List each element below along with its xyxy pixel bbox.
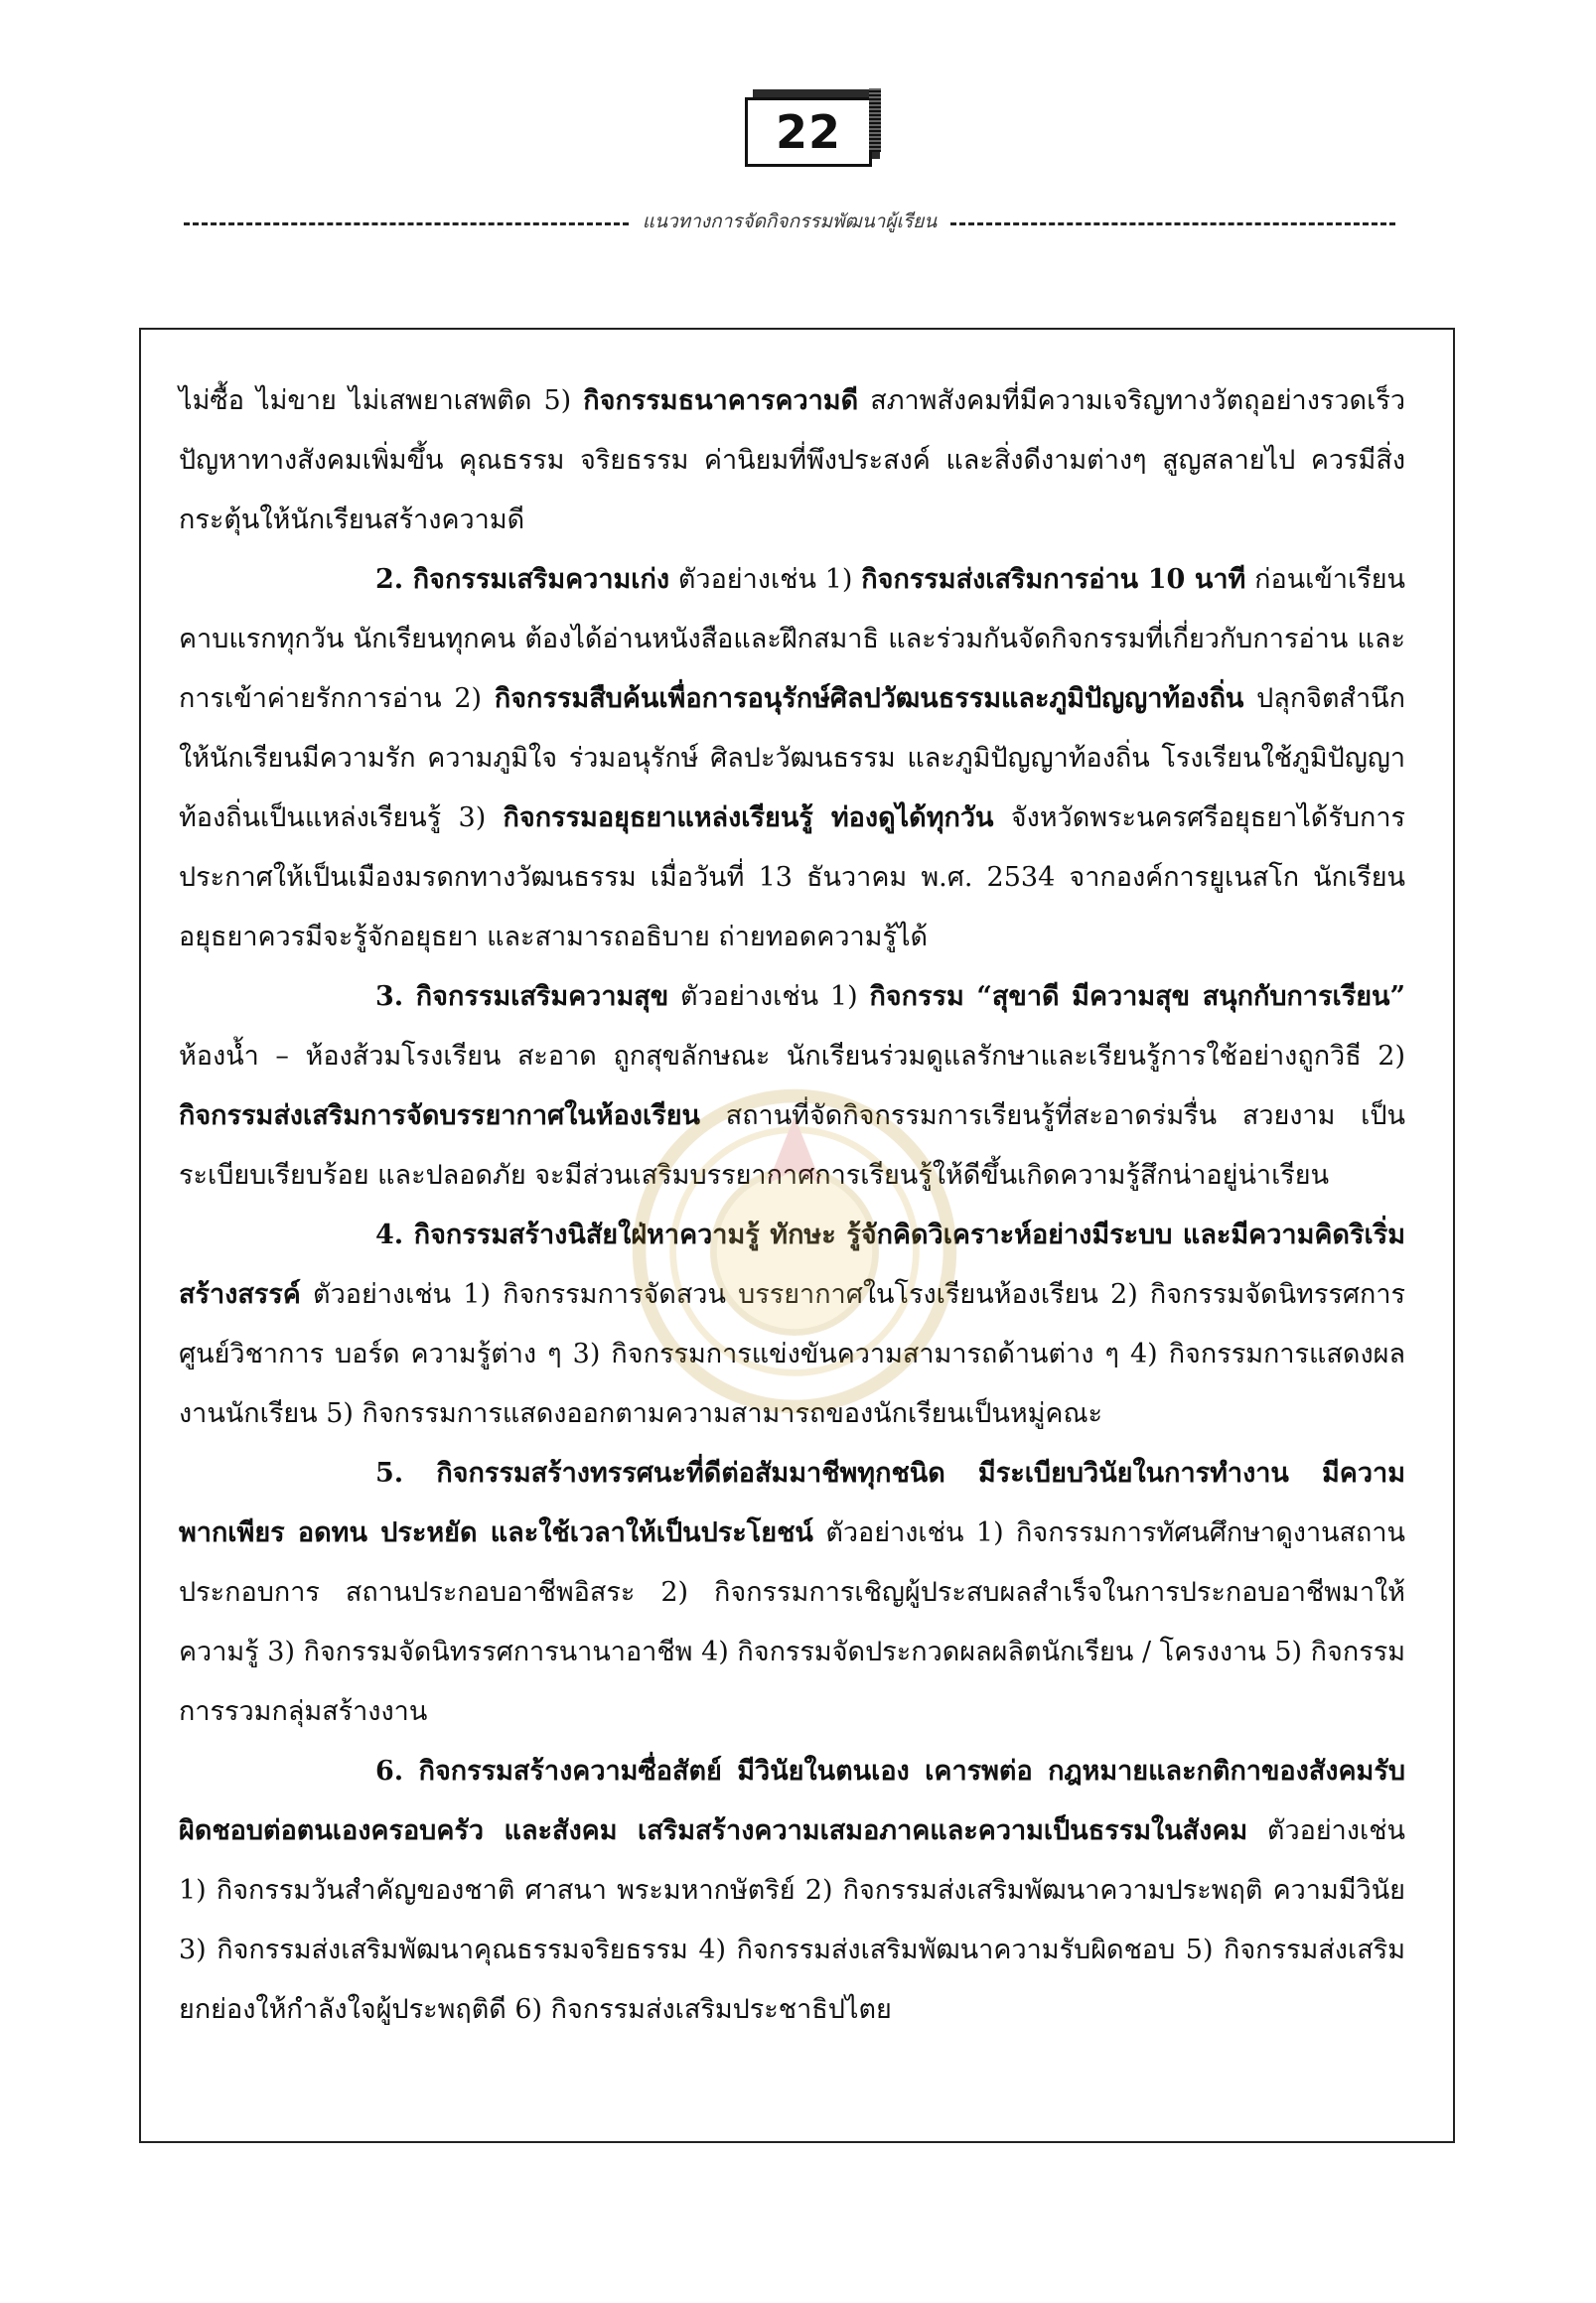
paragraph [179, 1206, 1405, 1444]
bold-text: กิจกรรมส่งเสริมการจัดบรรยากาศในห้องเรียน [179, 1100, 700, 1131]
bold-text: กิจกรรมอยุธยาแหล่งเรียนรู้ ท่องดูได้ทุกวัน [503, 802, 994, 833]
text-run: สภาพสังคมที่มีความเจริญทางวัตถุอย่างรวดเร็ว ปัญหาทางสังคมเพิ่มขึ้น คุณธรรม จริยธรรม ค่านิยมที่พึงประสงค์ และสิ่งดีงามต่างๆ สูญสลายไป ควรมีสิ่งกระตุ้นให้นักเรียนสร้างความดี [179, 385, 1405, 535]
bold-text: 2. กิจกรรมเสริมความเก่ง [375, 564, 670, 595]
running-header-title: แนวทางการจัดกิจกรรมพัฒนาผู้เรียน [642, 211, 938, 232]
bold-text: กิจกรรมส่งเสริมการอ่าน 10 นาที [861, 564, 1246, 595]
text-run: ไม่ซื้อ ไม่ขาย ไม่เสพยาเสพติด 5) [179, 385, 584, 416]
bold-text: 3. กิจกรรมเสริมความสุข [375, 981, 669, 1012]
paragraph [179, 1742, 1405, 2040]
text-run: ตัวอย่างเช่น 1) กิจกรรมการจัดสวน บรรยากาศในโรงเรียนห้องเรียน 2) กิจกรรมจัดนิทรรศการศูนย์วิชาการ บอร์ด ความรู้ต่าง ๆ 3) กิจกรรมการแข่งขันความสามารถด้านต่าง ๆ 4) กิจกรรมการแสดงผลงานนักเรียน 5) กิจกรรมการแสดงออกตามความสามารถของนักเรียนเป็นหมู่คณะ [179, 1279, 1405, 1429]
text-run: ห้องน้ำ – ห้องส้วมโรงเรียน สะอาด ถูกสุขลักษณะ นักเรียนร่วมดูแลรักษาและเรียนรู้การใช้อย่างถูกวิธี 2) [179, 1041, 1405, 1072]
bold-text: กิจกรรมธนาคารความดี [583, 385, 859, 416]
bold-text: 6. กิจกรรมสร้างความซื่อสัตย์ มีวินัยในตนเอง เคารพต่อ กฎหมายและกติกาของสังคมรับผิดชอบต่อตนเองครอบครัว และสังคม เสริมสร้างความเสมอภาคและความเป็นธรรมในสังคม [179, 1756, 1405, 1846]
text-run: ตัวอย่างเช่น 1) กิจกรรมการทัศนศึกษาดูงานสถานประกอบการ สถานประกอบอาชีพอิสระ 2) กิจกรรมการเชิญผู้ประสบผลสำเร็จในการประกอบอาชีพมาให้ความรู้ 3) กิจกรรมจัดนิทรรศการนานาอาชีพ 4) กิจกรรมจัดประกวดผลผลิตนักเรียน / โครงงาน 5) กิจกรรมการรวมกลุ่มสร้างงาน [179, 1517, 1406, 1727]
paragraph [179, 371, 1405, 550]
body-text [179, 371, 1405, 2040]
page-number: 22 [745, 97, 872, 167]
bold-text: 5. กิจกรรมสร้างทรรศนะที่ดีต่อสัมมาชีพทุกชนิด มีระเบียบวินัยในการทำงาน มีความพากเพียร อดทน ประหยัด และใช้เวลาให้เป็นประโยชน์ [179, 1458, 1405, 1548]
text-run: จังหวัดพระนครศรีอยุธยาได้รับการประกาศให้เป็นเมืองมรดกทางวัฒนธรรม เมื่อวันที่ 13 ธันวาคม พ.ศ. 2534 จากองค์การยูเนสโก นักเรียนอยุธยาควรมีจะรู้จักอยุธยา และสามารถอธิบาย ถ่ายทอดความรู้ได้ [179, 802, 1405, 952]
paragraph [179, 550, 1405, 967]
text-run: ตัวอย่างเช่น 1) [669, 564, 862, 595]
text-run: ตัวอย่างเช่น 1) [668, 981, 870, 1012]
text-run: ตัวอย่างเช่น 1) กิจกรรมวันสำคัญของชาติ ศาสนา พระมหากษัตริย์ 2) กิจกรรมส่งเสริมพัฒนาความประพฤติ ความมีวินัย 3) กิจกรรมส่งเสริมพัฒนาคุณธรรมจริยธรรม 4) กิจกรรมส่งเสริมพัฒนาความรับผิดชอบ 5) กิจกรรมส่งเสริมยกย่องให้กำลังใจผู้ประพฤติดี 6) กิจกรรมส่งเสริมประชาธิปไตย [179, 1815, 1406, 2025]
paragraph [179, 1444, 1405, 1742]
bold-text: กิจกรรม “สุขาดี มีความสุข สนุกกับการเรียน” [869, 981, 1406, 1012]
running-header [184, 207, 1395, 236]
text-run: สถานที่จัดกิจกรรมการเรียนรู้ที่สะอาดร่มรื่น สวยงาม เป็นระเบียบเรียบร้อย และปลอดภัย จะมีส่วนเสริมบรรยากาศการเรียนรู้ให้ดีขึ้นเกิดความรู้สึกน่าอยู่น่าเรียน [179, 1100, 1405, 1191]
paragraph [179, 967, 1405, 1206]
bold-text: กิจกรรมสืบค้นเพื่อการอนุรักษ์ศิลปวัฒนธรรมและภูมิปัญญาท้องถิ่น [494, 683, 1244, 714]
text-run: ก่อนเข้าเรียนคาบแรกทุกวัน นักเรียนทุกคน ต้องได้อ่านหนังสือและฝึกสมาธิ และร่วมกันจัดกิจกรรมที่เกี่ยวกับการอ่าน และการเข้าค่ายรักการอ่าน 2) [179, 564, 1406, 714]
text-run: ปลุกจิตสำนึกให้นักเรียนมีความรัก ความภูมิใจ ร่วมอนุรักษ์ ศิลปะวัฒนธรรม และภูมิปัญญาท้องถิ่น โรงเรียนใช้ภูมิปัญญาท้องถิ่นเป็นแหล่งเรียนรู้ 3) [179, 683, 1405, 833]
header-rule-left [184, 222, 629, 225]
bold-text: 4. กิจกรรมสร้างนิสัยใฝ่หาความรู้ ทักษะ รู้จักคิดวิเคราะห์อย่างมีระบบ และมีความคิดริเริ่มสร้างสรรค์ [179, 1220, 1405, 1310]
content-frame [139, 328, 1455, 2143]
header-rule-right [950, 222, 1395, 225]
